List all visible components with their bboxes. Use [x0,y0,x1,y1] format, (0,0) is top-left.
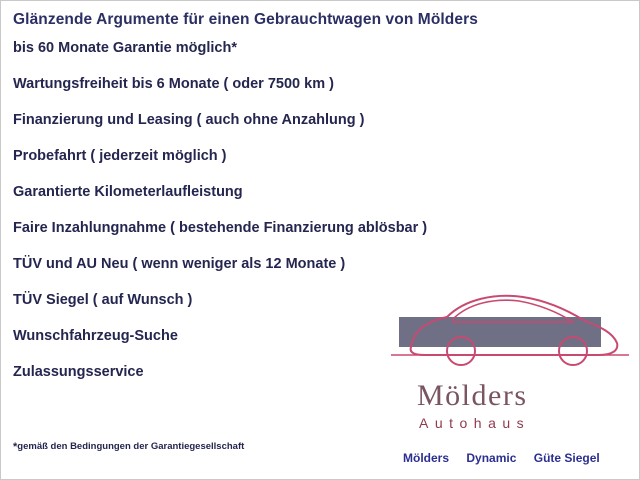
company-logo [391,291,631,471]
list-item: Wunschfahrzeug-Suche [13,328,178,344]
page-title: Glänzende Argumente für einen Gebrauchtwagen von Mölders [13,11,478,28]
list-item: Finanzierung und Leasing ( auch ohne Anzahlung ) [13,112,365,128]
brand-tag-0: Mölders [403,451,450,465]
list-item: TÜV Siegel ( auf Wunsch ) [13,292,193,308]
brand-tag-2: Güte Siegel [533,451,600,465]
brand-tag-1: Dynamic [466,451,517,465]
footnote [13,441,244,453]
list-item: Faire Inzahlungnahme ( bestehende Finanzierung ablösbar ) [13,220,428,236]
brand-name: Mölders [417,379,528,412]
car-silhouette-icon [391,291,631,391]
list-item: TÜV und AU Neu ( wenn weniger als 12 Monate ) [13,256,346,272]
list-item: Garantierte Kilometerlaufleistung [13,184,243,200]
list-item: Zulassungsservice [13,364,144,380]
footnote-text: gemäß den Bedingungen der Garantiegesellschaft [17,441,245,452]
list-item: bis 60 Monate Garantie möglich* [13,40,237,56]
brand-subtitle: Autohaus [419,415,531,431]
list-item: Wartungsfreiheit bis 6 Monate ( oder 7500 km ) [13,76,334,92]
footnote-asterisk: * [13,441,18,453]
list-item: Probefahrt ( jederzeit möglich ) [13,148,227,164]
brand-tagline [403,451,600,465]
